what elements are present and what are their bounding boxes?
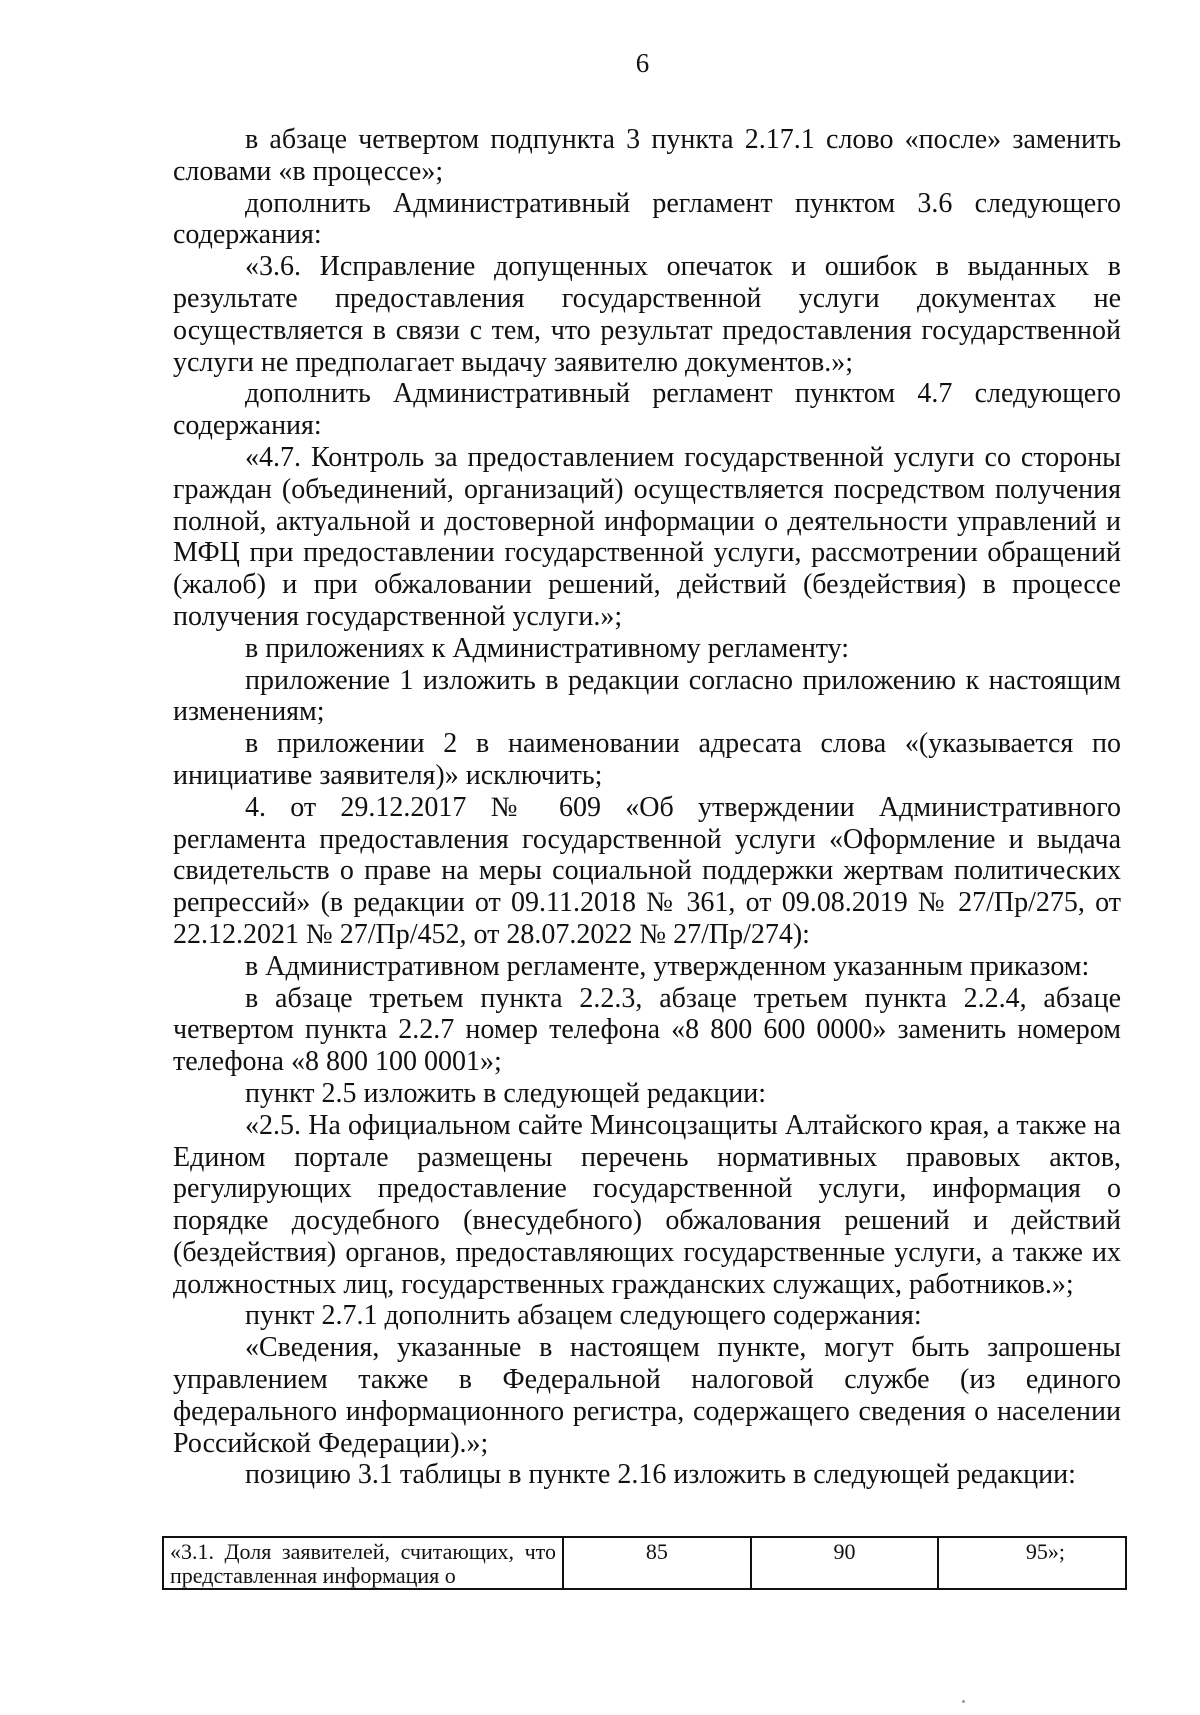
table-row [163, 1537, 1126, 1589]
paragraph: приложение 1 изложить в редакции согласно приложению к настоящим изменениям; [173, 664, 1121, 728]
paragraph: в абзаце третьем пункта 2.2.3, абзаце третьем пункта 2.2.4, абзаце четвертом пункта 2.2.7 номер телефона «8 800 600 0000» заменить номером телефона «8 800 100 0001»; [173, 982, 1121, 1078]
paragraph: дополнить Административный регламент пунктом 4.7 следующего содержания: [173, 378, 1121, 442]
paragraph: пункт 2.7.1 дополнить абзацем следующего содержания: [245, 1300, 922, 1332]
paragraph: «4.7. Контроль за предоставлением государственной услуги со стороны граждан (объединений, организаций) осуществляется посредством получения полной, актуальной и достоверной информации о деятельности управлений и МФЦ при предоставлении государственной услуги, рассмотрении обращений (жалоб) и при обжаловании решений, действий (бездействия) в процессе получения государственной услуги.»; [173, 441, 1121, 632]
table-cell-value: 95»; [938, 1537, 1126, 1589]
paragraph: пункт 2.5 изложить в следующей редакции: [245, 1077, 766, 1109]
paragraph: 4. от 29.12.2017 № 609 «Об утверждении Административного регламента предоставления государственной услуги «Оформление и выдача свидетельств о праве на меры социальной поддержки жертвам политических репрессий» (в редакции от 09.11.2018 № 361, от 09.08.2019 № 27/Пр/275, от 22.12.2021 № 27/Пр/452, от 28.07.2022 № 27/Пр/274): [173, 791, 1121, 950]
table-cell-label: «3.1. Доля заявителей, считающих, что представленная информация о [163, 1537, 563, 1589]
scan-speck [962, 1700, 965, 1703]
document-body [173, 124, 1121, 1491]
paragraph: «2.5. На официальном сайте Минсоцзащиты Алтайского края, а также на Едином портале размещены перечень нормативных правовых актов, регулирующих предоставление государственной услуги, информация о порядке досудебного (внесудебного) обжалования решений и действий (бездействия) органов, предоставляющих государственные услуги, а также их должностных лиц, государственных гражданских служащих, работников.»; [173, 1109, 1121, 1300]
paragraph: в приложениях к Административному регламенту: [245, 632, 850, 664]
paragraph: в абзаце четвертом подпункта 3 пункта 2.17.1 слово «после» заменить словами «в процессе»; [173, 124, 1121, 187]
paragraph: позицию 3.1 таблицы в пункте 2.16 изложить в следующей редакции: [245, 1459, 1076, 1491]
table-cell-value: 85 [563, 1537, 751, 1589]
paragraph: дополнить Административный регламент пунктом 3.6 следующего содержания: [173, 187, 1121, 251]
paragraph: в Административном регламенте, утвержденном указанным приказом: [245, 950, 1090, 982]
page-number: 6 [635, 48, 650, 78]
paragraph: «3.6. Исправление допущенных опечаток и ошибок в выданных в результате предоставления государственной услуги документах не осуществляется в связи с тем, что результат предоставления государственной услуги не предполагает выдачу заявителю документов.»; [173, 251, 1121, 378]
paragraph: в приложении 2 в наименовании адресата слова «(указывается по инициативе заявителя)» исключить; [173, 728, 1121, 791]
table-cell-value: 90 [751, 1537, 939, 1589]
amendment-table [162, 1536, 1127, 1590]
paragraph: «Сведения, указанные в настоящем пункте, могут быть запрошены управлением также в Федеральной налоговой службе (из единого федерального информационного регистра, содержащего сведения о населении Российской Федерации).»; [173, 1332, 1121, 1459]
